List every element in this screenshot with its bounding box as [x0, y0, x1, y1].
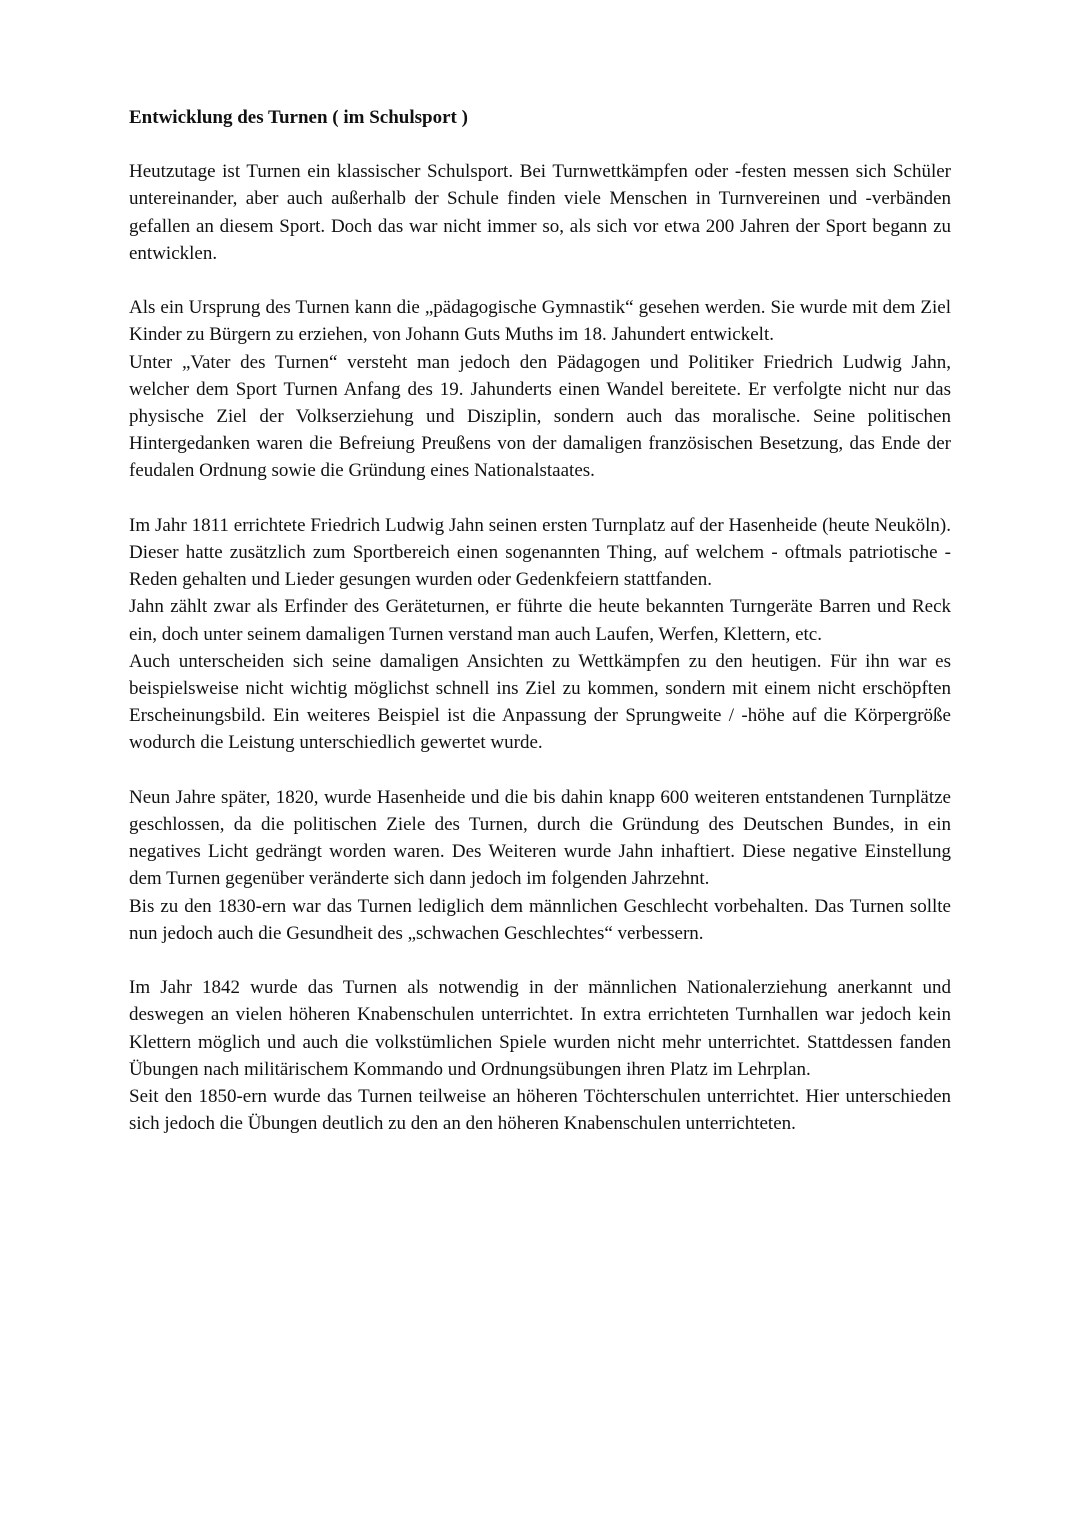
- document-page: [129, 104, 951, 1165]
- paragraph: Im Jahr 1842 wurde das Turnen als notwendig in der männlichen Nationalerziehung anerkannt und deswegen an vielen höheren Knabenschulen unterrichtet. In extra errichteten Turnhallen war jedoch kein Klettern möglich und auch die volkstümlichen Spiele wurden nicht mehr unterrichtet. Stattdessen fanden Übungen nach militärischem Kommando und Ordnungsübungen ihren Platz im Lehrplan.: [129, 977, 951, 1080]
- section-hasenheide: [129, 512, 951, 757]
- paragraph: Als ein Ursprung des Turnen kann die „pädagogische Gymnastik“ gesehen werden. Sie wurde mit dem Ziel Kinder zu Bürgern zu erziehen, von Johann Guts Muths im 18. Jahundert entwickelt.: [129, 297, 951, 346]
- paragraph: Neun Jahre später, 1820, wurde Hasenheide und die bis dahin knapp 600 weiteren entstandenen Turnplätze geschlossen, da die politischen Ziele des Turnen, durch die Gründung des Deutschen Bundes, in ein negatives Licht gedrängt worden waren. Des Weiteren wurde Jahn inhaftiert. Diese negative Einstellung dem Turnen gegenüber veränderte sich dann jedoch im folgenden Jahrzehnt.: [129, 786, 951, 890]
- paragraph: Jahn zählt zwar als Erfinder des Geräteturnen, er führte die heute bekannten Turngeräte Barren und Reck ein, doch unter seinem damaligen Turnen verstand man auch Laufen, Werfen, Klettern, etc.: [129, 596, 951, 645]
- paragraph: Heutzutage ist Turnen ein klassischer Schulsport. Bei Turnwettkämpfen oder -festen messen sich Schüler untereinander, aber auch außerhalb der Schule finden viele Menschen in Turnvereinen und -verbänden gefallen an diesem Sport. Doch das war nicht immer so, als sich vor etwa 200 Jahren der Sport begann zu entwicklen.: [129, 161, 951, 264]
- paragraph: Im Jahr 1811 errichtete Friedrich Ludwig Jahn seinen ersten Turnplatz auf der Hasenheide (heute Neuköln). Dieser hatte zusätzlich zum Sportbereich einen sogenannten Thing, auf welchem - oftmals patriotische - Reden gehalten und Lieder gesungen wurden oder Gedenkfeiern stattfanden.: [129, 514, 951, 591]
- section-introduction: [129, 158, 951, 267]
- document-title: Entwicklung des Turnen ( im Schulsport ): [129, 107, 468, 128]
- section-schools: [129, 974, 951, 1137]
- section-origins: [129, 294, 951, 484]
- paragraph: Bis zu den 1830-ern war das Turnen lediglich dem männlichen Geschlecht vorbehalten. Das Turnen sollte nun jedoch auch die Gesundheit des „schwachen Geschlechtes“ verbessern.: [129, 895, 951, 944]
- paragraph: Seit den 1850-ern wurde das Turnen teilweise an höheren Töchterschulen unterrichtet. Hier unterschieden sich jedoch die Übungen deutlich zu den an den höheren Knabenschulen unterrichteten.: [129, 1086, 951, 1135]
- section-closure: [129, 784, 951, 947]
- paragraph: Auch unterscheiden sich seine damaligen Ansichten zu Wettkämpfen zu den heutigen. Für ihn war es beispielsweise nicht wichtig möglichst schnell ins Ziel zu kommen, sondern mit einem nicht erschöpften Erscheinungsbild. Ein weiteres Beispiel ist die Anpassung der Sprungweite / -höhe auf die Körpergröße wodurch die Leistung unterschiedlich gewertet wurde.: [129, 650, 951, 754]
- paragraph: Unter „Vater des Turnen“ versteht man jedoch den Pädagogen und Politiker Friedrich Ludwig Jahn, welcher dem Sport Turnen Anfang des 19. Jahunderts einen Wandel bereitete. Er verfolgte nicht nur das physische Ziel der Volkserziehung und Disziplin, sondern auch das moralische. Seine politischen Hintergedanken waren die Befreiung Preußens von der damaligen französischen Besetzung, das Ende der feudalen Ordnung sowie die Gründung eines Nationalstaates.: [129, 351, 951, 482]
